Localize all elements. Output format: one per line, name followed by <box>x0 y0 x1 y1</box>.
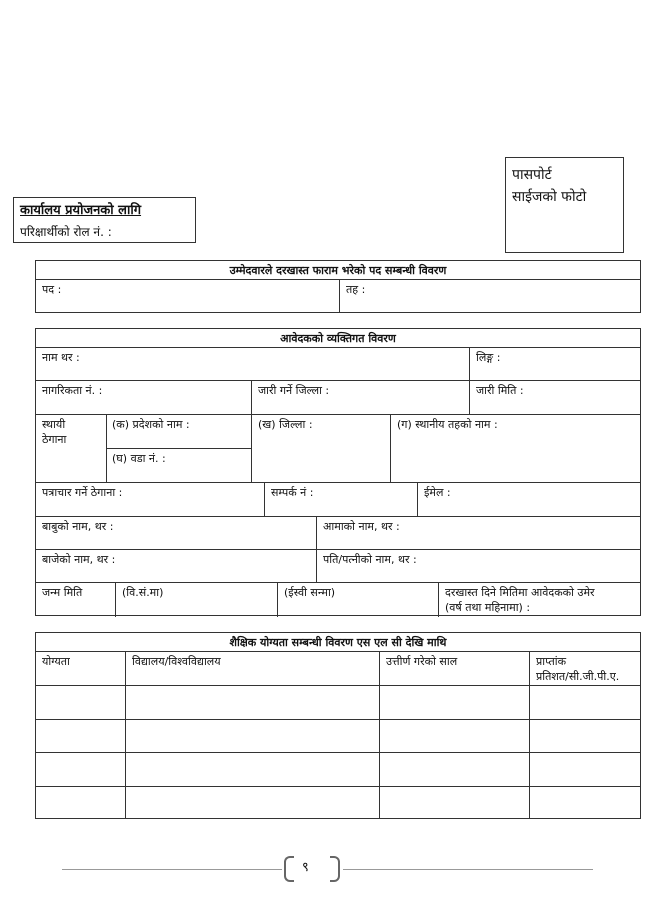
mother-name-field[interactable]: आमाको नाम, थर : <box>323 520 400 533</box>
name-field[interactable]: नाम थर : <box>42 351 80 364</box>
spouse-name-field[interactable]: पति/पत्नीको नाम, थर : <box>323 553 417 566</box>
column-header-percentage: प्रतिशत/सी.जी.पी.ए. <box>536 670 620 683</box>
column-header-qualification: योग्यता <box>42 655 70 668</box>
dob-ad-field[interactable]: (ईस्वी सन्मा) <box>284 586 336 599</box>
roll-number-label: परिक्षार्थीको रोल नं. : <box>20 225 112 239</box>
office-use-title: कार्यालय प्रयोजनको लागि <box>20 203 142 218</box>
age-field-label-2: (वर्ष तथा महिनामा) : <box>445 601 531 614</box>
post-field[interactable]: पद : <box>42 283 62 296</box>
footer-bracket-left <box>284 856 294 882</box>
table-row[interactable] <box>36 787 640 819</box>
ward-field[interactable]: (घ) वडा नं. : <box>112 452 166 465</box>
column-header-marks: प्राप्तांक <box>536 655 567 668</box>
position-section-title: उम्मेदवारले दरखास्त फाराम भरेको पद सम्बन्धी विवरण <box>229 264 447 277</box>
photo-label-line2: साईजको फोटो <box>512 189 587 205</box>
gender-field[interactable]: लिङ्ग : <box>476 351 501 364</box>
email-field[interactable]: ईमेल : <box>424 486 451 499</box>
permanent-address-label-2: ठेगाना <box>42 433 67 446</box>
column-header-passed-year: उत्तीर्ण गरेको साल <box>386 655 458 668</box>
footer-bracket-right <box>330 856 340 882</box>
contact-number-field[interactable]: सम्पर्क नं : <box>271 486 314 499</box>
age-field-label[interactable]: दरखास्त दिने मितिमा आवेदकको उमेर <box>445 586 595 599</box>
level-field[interactable]: तह : <box>346 283 366 296</box>
table-row[interactable] <box>36 720 640 752</box>
personal-details-table <box>35 328 641 616</box>
education-details-table <box>35 632 641 819</box>
footer-rule-left <box>62 869 282 870</box>
passport-photo-box <box>505 157 624 253</box>
local-level-field[interactable]: (ग) स्थानीय तहको नाम : <box>397 418 498 431</box>
citizenship-number-field[interactable]: नागरिकता नं. : <box>42 384 103 397</box>
personal-section-title: आवेदकको व्यक्तिगत विवरण <box>280 332 396 345</box>
grandfather-name-field[interactable]: बाजेको नाम, थर : <box>42 553 116 566</box>
dob-bs-field[interactable]: (वि.सं.मा) <box>122 586 164 599</box>
position-details-table <box>35 260 641 313</box>
office-use-box <box>13 197 196 243</box>
father-name-field[interactable]: बाबुको नाम, थर : <box>42 520 114 533</box>
permanent-address-label: स्थायी <box>42 418 66 431</box>
dob-label: जन्म मिति <box>42 586 83 599</box>
table-row[interactable] <box>36 753 640 786</box>
issue-district-field[interactable]: जारी गर्ने जिल्ला : <box>258 384 330 397</box>
mailing-address-field[interactable]: पत्राचार गर्ने ठेगाना : <box>42 486 123 499</box>
education-section-title: शैक्षिक योग्यता सम्बन्धी विवरण एस एल सी देखि माथि <box>229 636 447 649</box>
photo-label-line1: पासपोर्ट <box>512 167 552 183</box>
issue-date-field[interactable]: जारी मिति : <box>476 384 524 397</box>
footer-rule-right <box>343 869 593 870</box>
district-field[interactable]: (ख) जिल्ला : <box>258 418 313 431</box>
table-row[interactable] <box>36 686 640 719</box>
column-header-institution: विद्यालय/विश्वविद्यालय <box>132 655 221 668</box>
page-number: ९ <box>302 860 309 875</box>
province-field[interactable]: (क) प्रदेशको नाम : <box>112 418 190 431</box>
